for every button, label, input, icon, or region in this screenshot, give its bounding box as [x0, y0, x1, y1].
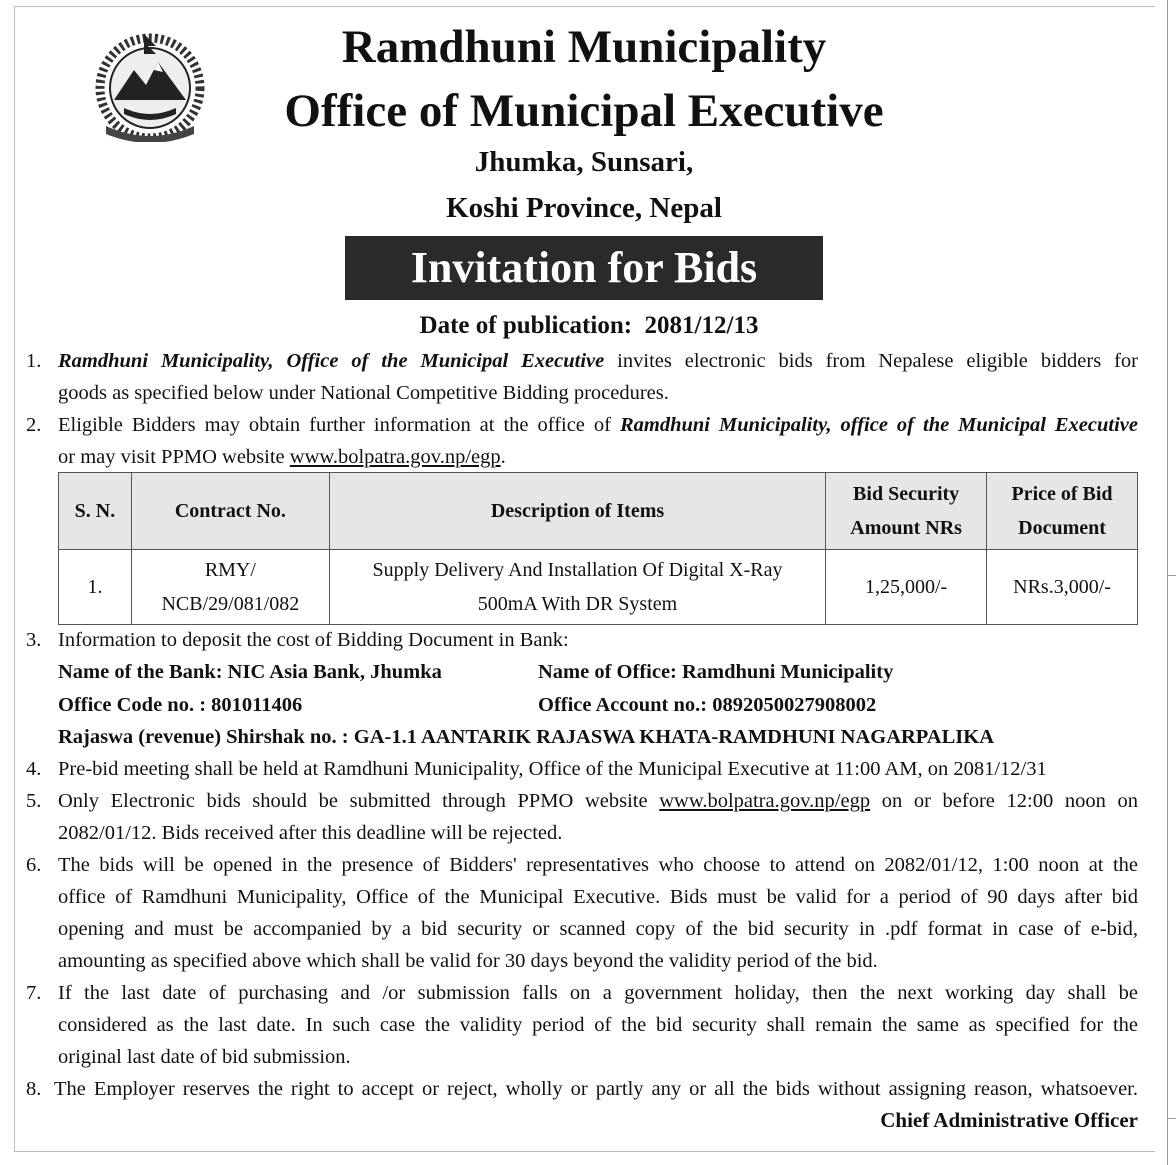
cell-description — [329, 550, 825, 625]
office-name: Name of Office: Ramdhuni Municipality — [538, 661, 894, 683]
office-code: Office Code no. : 801011406 — [58, 694, 303, 716]
item-5-line-1 — [58, 785, 1138, 817]
ppmo-link[interactable]: www.bolpatra.gov.np/egp — [289, 446, 501, 468]
item-2-line-2 — [58, 441, 1138, 473]
item-6-line-4: amounting as specified above which shall be valid for 30 days beyond the validity period of the bid. — [58, 950, 878, 972]
office-account: Office Account no.: 0892050027908002 — [538, 694, 877, 716]
page-edge-tick — [1167, 575, 1176, 576]
signature-title: Chief Administrative Officer — [880, 1108, 1138, 1132]
cell-description-b: 500mA With DR System — [477, 593, 678, 615]
header-price-b: Document — [1018, 517, 1106, 539]
item-7-line-2: considered as the last date. In such case the validity period of the bid security shall remain the same as specified for the — [58, 1014, 1138, 1036]
item-number: 4. — [26, 758, 42, 780]
item-2-text: Eligible Bidders may obtain further information at the office of — [58, 414, 611, 436]
publication-value: 2081/12/13 — [644, 312, 759, 339]
cell-contract — [131, 550, 329, 625]
item-number: 2. — [26, 414, 42, 436]
item-3-line: Information to deposit the cost of Bidding Document in Bank: — [58, 629, 569, 651]
item-5-text: Only Electronic bids should be submitted through PPMO website — [58, 790, 648, 812]
address-line-1: Jhumka, Sunsari, — [474, 146, 694, 178]
office-title: Office of Municipal Executive — [284, 85, 884, 137]
item-2-period: . — [500, 446, 506, 468]
revenue-heading: Rajaswa (revenue) Shirshak no. : GA-1.1 AANTARIK RAJASWA KHATA-RAMDHUNI NAGARPALIKA — [58, 726, 995, 748]
municipality-title: Ramdhuni Municipality — [341, 21, 827, 73]
page-edge-tick — [1167, 1118, 1176, 1119]
item-number: 5. — [26, 790, 42, 812]
item-4-line: Pre-bid meeting shall be held at Ramdhuni Municipality, Office of the Municipal Executive at 11:00 AM, on 2081/12/31 — [58, 758, 1047, 780]
cell-contract-a: RMY/ — [204, 559, 256, 581]
invitation-banner: Invitation for Bids — [345, 236, 823, 300]
item-1-text: invites electronic bids from Nepalese eligible bidders for — [617, 350, 1139, 372]
item-2-text-b: or may visit PPMO website — [58, 446, 285, 468]
cell-contract-b: NCB/29/081/082 — [161, 593, 300, 615]
cell-sn: 1. — [59, 550, 132, 625]
header-price-a: Price of Bid — [1011, 483, 1113, 505]
item-1-line-2: goods as specified below under National Competitive Bidding procedures. — [58, 382, 669, 404]
header-bid-security-b: Amount NRs — [850, 517, 962, 539]
header-description: Description of Items — [329, 473, 825, 550]
item-1-emphasis: Ramdhuni Municipality, Office of the Municipal Executive — [58, 350, 605, 372]
cell-security: 1,25,000/- — [826, 550, 987, 625]
item-number: 1. — [26, 350, 42, 372]
item-1-line-1 — [58, 345, 1138, 377]
header-bid-security — [826, 473, 987, 550]
header-contract: Contract No. — [131, 473, 329, 550]
table-row — [59, 550, 1138, 625]
header-price — [987, 473, 1138, 550]
item-6-line-3: opening and must be accompanied by a bid security or scanned copy of the bid security in .pdf format in case of e-bid, — [58, 918, 1138, 940]
publication-label: Date of publication: — [419, 312, 633, 339]
cell-price: NRs.3,000/- — [987, 550, 1138, 625]
item-number: 6. — [26, 854, 42, 876]
item-2-line-1 — [58, 409, 1138, 441]
publication-date — [0, 309, 1176, 343]
table-header-row — [59, 473, 1138, 550]
ppmo-link[interactable]: www.bolpatra.gov.np/egp — [659, 790, 871, 812]
item-number: 7. — [26, 982, 42, 1004]
bank-name: Name of the Bank: NIC Asia Bank, Jhumka — [58, 661, 442, 683]
item-number: 3. — [26, 629, 42, 651]
item-5-text-b: on or before 12:00 noon on — [870, 790, 1139, 812]
item-number: 8. — [26, 1078, 42, 1100]
address-line-2: Koshi Province, Nepal — [446, 192, 722, 224]
item-7-line-3: original last date of bid submission. — [58, 1046, 351, 1068]
item-6-line-1: The bids will be opened in the presence of Bidders' representatives who choose to attend on 2082/01/12, 1:00 noon at the — [58, 854, 1138, 876]
header-sn: S. N. — [59, 473, 132, 550]
item-2-emphasis: Ramdhuni Municipality, office of the Municipal Executive — [619, 414, 1138, 436]
item-8-line: The Employer reserves the right to accept or reject, wholly or partly any or all the bids without assigning reason, whatsoever. — [54, 1078, 1138, 1100]
bid-table — [58, 472, 1138, 625]
item-6-line-2: office of Ramdhuni Municipality, Office of the Municipal Executive. Bids must be valid for a period of 90 days after bid — [58, 886, 1138, 908]
item-5-line-2: 2082/01/12. Bids received after this deadline will be rejected. — [58, 822, 563, 844]
cell-description-a: Supply Delivery And Installation Of Digital X-Ray — [372, 559, 783, 581]
item-7-line-1: If the last date of purchasing and /or submission falls on a government holiday, then the next working day shall be — [58, 982, 1138, 1004]
header-bid-security-a: Bid Security — [853, 483, 960, 505]
